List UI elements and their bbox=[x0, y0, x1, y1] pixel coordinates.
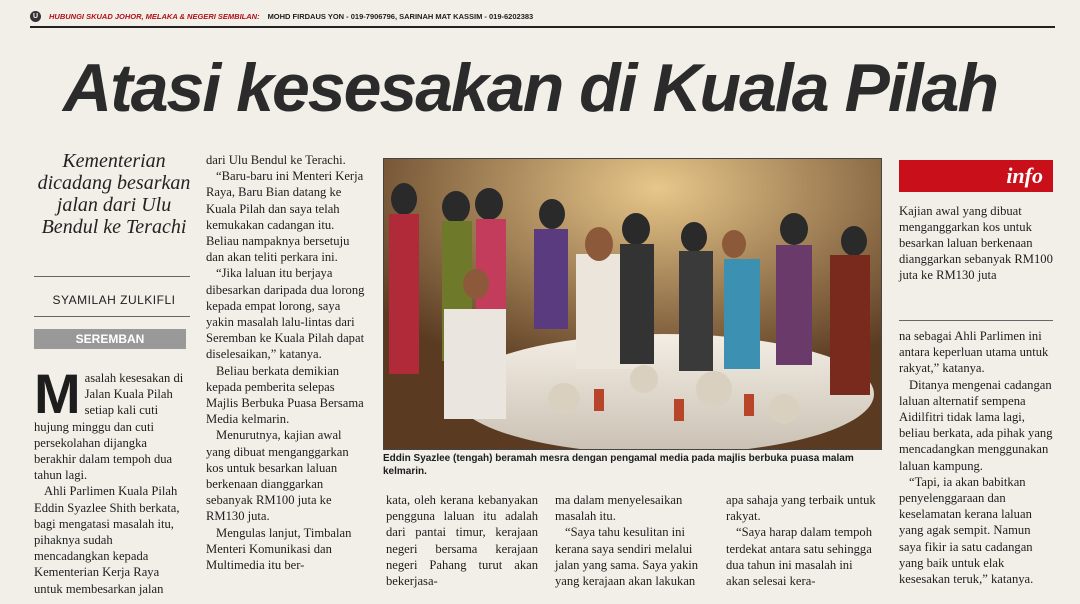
article-column-4 bbox=[555, 492, 707, 589]
paragraph: na sebagai Ahli Parlimen ini antara keperluan utama untuk rakyat,” katanya. bbox=[899, 329, 1049, 376]
info-box-text: Kajian awal yang dibuat menganggarkan kos untuk besarkan laluan berkenaan dianggarkan sebanyak RM100 juta ke RM130 juta bbox=[899, 204, 1053, 282]
article-column-5 bbox=[726, 492, 878, 589]
paragraph: Menurutnya, kajian awal yang dibuat menganggarkan kos untuk besarkan laluan berkenaan dianggarkan sebanyak RM100 juta ke RM130 juta. bbox=[206, 428, 349, 524]
subheadline: Kementerian dicadang besarkan jalan dari Ulu Bendul ke Terachi bbox=[37, 150, 191, 238]
paragraph: “Saya harap dalam tempoh terdekat antara satu sehingga dua tahun ini masalah ini akan selesai kera- bbox=[726, 525, 873, 589]
paragraph: Ahli Parlimen Kuala Pilah Eddin Syazlee Shith berkata, bagi mengatasi masalah itu, pihaknya sudah mencadangkan kepada Kementerian Kerja Raya untuk membesarkan jalan bbox=[34, 484, 180, 596]
paragraph: apa sahaja yang terbaik untuk rakyat. bbox=[726, 493, 876, 524]
article-column-1 bbox=[34, 362, 190, 597]
article-column-2 bbox=[206, 152, 366, 573]
event-photo bbox=[383, 158, 882, 450]
paragraph: kata, oleh kerana kebanyakan pengguna laluan itu adalah dari pantai timur, kerajaan negeri bersama kerajaan negeri Pahang turut akan bekerjasa- bbox=[386, 493, 538, 589]
paragraph: Mengulas lanjut, Timbalan Menteri Komunikasi dan Multimedia itu ber- bbox=[206, 525, 352, 573]
dateline-place: SEREMBAN bbox=[34, 329, 186, 349]
newspaper-logo-icon: U bbox=[30, 11, 41, 22]
paragraph: “Tapi, ia akan babitkan penyelenggaraan dan keselamatan kerana laluan yang agak sempit. Namun saya fikir ia satu cadangan yang baik untuk elak kesesakan teruk,” katanya. bbox=[899, 474, 1034, 587]
divider bbox=[34, 276, 190, 277]
paragraph: “Saya tahu kesulitan ini kerana saya sendiri melalui jalan yang sama. Saya yakin yang kerajaan akan lakukan bbox=[555, 525, 699, 589]
info-box-header: info bbox=[899, 160, 1053, 192]
divider bbox=[34, 316, 190, 317]
photo-caption: Eddin Syazlee (tengah) beramah mesra dengan pengamal media pada majlis berbuka puasa malam kelmarin. bbox=[383, 453, 854, 477]
paragraph: dari Ulu Bendul ke Terachi. bbox=[206, 153, 346, 167]
paragraph: Beliau berkata demikian kepada pemberita selepas Majlis Berbuka Puasa Bersama Media kelmarin. bbox=[206, 363, 364, 427]
paragraph: ma dalam menyelesaikan masalah itu. bbox=[555, 493, 683, 524]
contact-numbers: MOHD FIRDAUS YON - 019-7906796, SARINAH MAT KASSIM - 019-6202383 bbox=[267, 11, 534, 21]
headline: Atasi kesesakan di Kuala Pilah bbox=[62, 50, 998, 126]
drop-cap: M bbox=[34, 362, 81, 425]
paragraph: Ditanya mengenai cadangan laluan alternatif sempena Aidilfitri tidak lama lagi, beliau berkata, ada pihak yang mencadangkan menggunakan laluan kampung. bbox=[899, 377, 1053, 473]
article-column-6 bbox=[899, 328, 1053, 587]
byline: SYAMILAH ZULKIFLI bbox=[52, 293, 176, 307]
divider bbox=[899, 320, 1053, 321]
paragraph: “Baru-baru ini Menteri Kerja Raya, Baru Bian datang ke Kuala Pilah dan saya telah kemukakan cadangan itu. Beliau nampaknya bersetuju dan akan teliti perkara ini. bbox=[206, 169, 364, 265]
paragraph: asalah kesesakan di Jalan Kuala Pilah setiap kali cuti hujung minggu dan cuti persekolahan dijangka berakhir dalam tempoh dua tahun lagi. bbox=[34, 371, 184, 483]
contact-label: HUBUNGI SKUAD JOHOR, MELAKA & NEGERI SEMBILAN: bbox=[49, 11, 260, 21]
header-strip bbox=[30, 6, 1055, 28]
article-column-3 bbox=[386, 492, 538, 589]
paragraph: “Jika laluan itu berjaya dibesarkan daripada dua lorong kepada empat lorong, saya yakin masalah lalu-lintas dari Seremban ke Kuala Pilah dapat diselesaikan,” katanya. bbox=[206, 266, 365, 362]
